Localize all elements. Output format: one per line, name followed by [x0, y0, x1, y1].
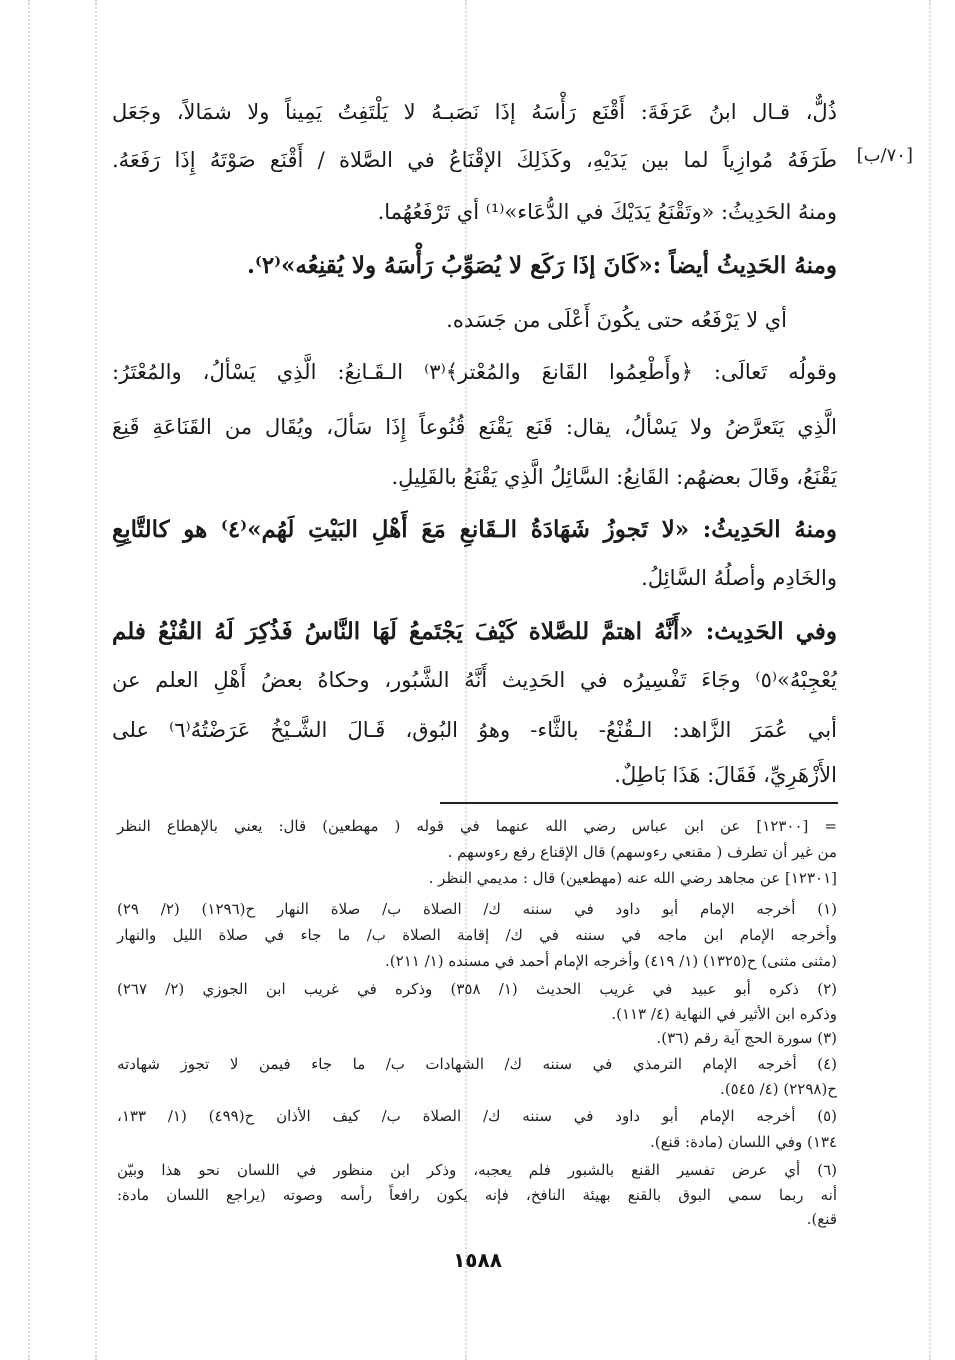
body-line: يُعْجِبْهُ»⁽٥⁾ وجَاءَ تَفْسِيرُه في الحَدِيث أَنَّهُ الشَّبُور، وحكاهُ بعضُ أَهْلِ العلم عن — [112, 668, 837, 692]
body-line: ومنهُ الحَدِيثُ أيضاً :«كَانَ إذَا رَكَع لا يُصَوِّبُ رَأْسَهُ ولا يُقنِعُه»⁽٢⁾. — [246, 252, 837, 279]
footnote-line: (٢) ذكره أبو عبيد في غريب الحديث (١/ ٣٥٨) وذكره في غريب ابن الجوزي (٢/ ٢٦٧) — [117, 980, 837, 998]
body-line: يَقْنَعُ، وقَالَ بعضهُم: القَانِعُ: السَّائِلُ الَّذِي يَقْنَعُ بالقَلِيلِ. — [391, 465, 837, 489]
margin-folio-note: [٧٠/ب] — [856, 145, 913, 166]
footnote-line: (٥) أخرجه الإمام أبو داود في سننه ك/ الصلاة ب/ كيف الأذان ح(٤٩٩) (١/ ١٣٣، — [117, 1107, 837, 1125]
body-line: ذُلٌّ، قـال ابنُ عَرَفَةَ: أَقْنَع رَأْسَهُ إذَا نَصَبـهُ لا يَلْتَفِتُ يَمِيناً ولا شمَالاً، وجَعَل — [112, 100, 837, 124]
footnote-line: من غير أن تطرف ( مقنعي رءوسهم) قال الإقناع رفع رءوسهم . — [447, 843, 837, 861]
scan-dotted-line — [95, 0, 97, 1360]
body-line: ومنهُ الحَدِيثُ: «لا تَجوزُ شَهَادَةُ الـقَانعِ مَعَ أَهْلِ البَيْتِ لَهُم»⁽٤⁾ هو كالتَّابِعِ — [112, 516, 837, 543]
footnote-line: (١) أخرجه الإمام أبو داود في سننه ك/ الصلاة ب/ صلاة النهار ح(١٢٩٦) (٢/ ٢٩) — [117, 900, 837, 918]
footnote-line: قنع). — [806, 1210, 837, 1228]
footnote-line: أنه ربما سمي البوق بالقنع بهيئة النافخ، فإنه يكون رافعاً رأسه وصوته (يراجع اللسان مادة: — [117, 1186, 837, 1204]
footnote-line: (٦) أي عرض تفسير القنع بالشبور فلم يعجبه، وذكر ابن منظور في اللسان نحو هذا وبيّن — [117, 1161, 837, 1179]
body-line: وقولُه تَعالَى: ﴿وأَطْعِمُوا القَانعَ والمُعْتر﴾⁽٣⁾ الـقَـانِعُ: الَّذِي يَسْألُ، والمُعْتَرُ: — [112, 360, 837, 384]
body-line: طَرَفَهُ مُوازِياً لما بين يَدَيْهِ، وكَذَلِكَ الإقْنَاعُ في الصَّلاة / أَقْنَع صَوْتَهُ إِذَا رَفَعَهُ. — [112, 148, 837, 172]
scan-dotted-line — [28, 0, 30, 1360]
body-line: الأَزْهَرِيِّ، فَقَالَ: هَذَا بَاطِلٌ. — [614, 763, 837, 787]
footnote-line: [١٢٣٠١] عن مجاهد رضي الله عنه (مهطعين) قال : مديمي النظر . — [428, 869, 837, 887]
footnote-line: (مثنى مثنى) ح(١٣٢٥) (١/ ٤١٩) وأخرجه الإمام أحمد في مسنده (١/ ٢١١). — [385, 952, 837, 970]
footnote-line: ح(٢٢٩٨) (٤/ ٥٤٥). — [720, 1080, 837, 1098]
body-line: الَّذِي يَتَعرَّضُ ولا يَسْألُ، يقال: قَنَع يَقْنَع قُنُوعاً إِذَا سَألَ، ويُقَال من القَنَاعَةِ قَنِعَ — [112, 415, 837, 439]
body-line: أي لا يَرْفَعُه حتى يكُونَ أَعْلَى من جَسَده. — [446, 308, 787, 332]
footnote-line: (٣) سورة الحج آية رقم (٣٦). — [656, 1029, 837, 1047]
body-line: أبي عُمَرَ الزَّاهد: الـقُنْعُ- بالثَّاء- وهوُ البُوق، قَـالَ الشَّـيْخُ عَرَضْتُهُ⁽٦⁾ على — [112, 718, 837, 742]
body-line: وفي الحَدِيث: «أَنَّهُ اهتمَّ للصَّلاة كَيْفَ يَجْتَمعُ لَهَا النَّاسُ فَذُكِرَ لَهُ القُنْعُ فلم — [112, 618, 837, 645]
body-line: والخَادِم وأصلُهُ السَّائِلُ. — [641, 566, 837, 590]
page-number: ١٥٨٨ — [453, 1248, 502, 1272]
footnote-separator — [440, 802, 838, 804]
footnote-line: وذكره ابن الأثير في النهاية (٤/ ١١٣). — [611, 1005, 837, 1023]
body-line: ومنهُ الحَدِيثُ: «وتَقْنَعُ يَدَيْكَ في الدُّعَاء»⁽¹⁾ أي تَرْفَعُهُما. — [377, 200, 837, 224]
scan-dotted-line — [929, 0, 931, 1360]
footnote-line: (٤) أخرجه الإمام الترمذي في سننه ك/ الشهادات ب/ ما جاء فيمن لا تجوز شهادته — [117, 1055, 837, 1073]
footnote-line: = [١٢٣٠٠] عن ابن عباس رضي الله عنهما في قوله ( مهطعين) قال: يعني بالإهطاع النظر — [117, 817, 837, 835]
footnote-line: ١٣٤) وفي اللسان (مادة: قنع). — [649, 1133, 837, 1151]
footnote-line: وأخرجه الإمام ابن ماجه في سننه في ك/ إقامة الصلاة ب/ ما جاء في صلاة الليل والنهار — [117, 926, 837, 944]
